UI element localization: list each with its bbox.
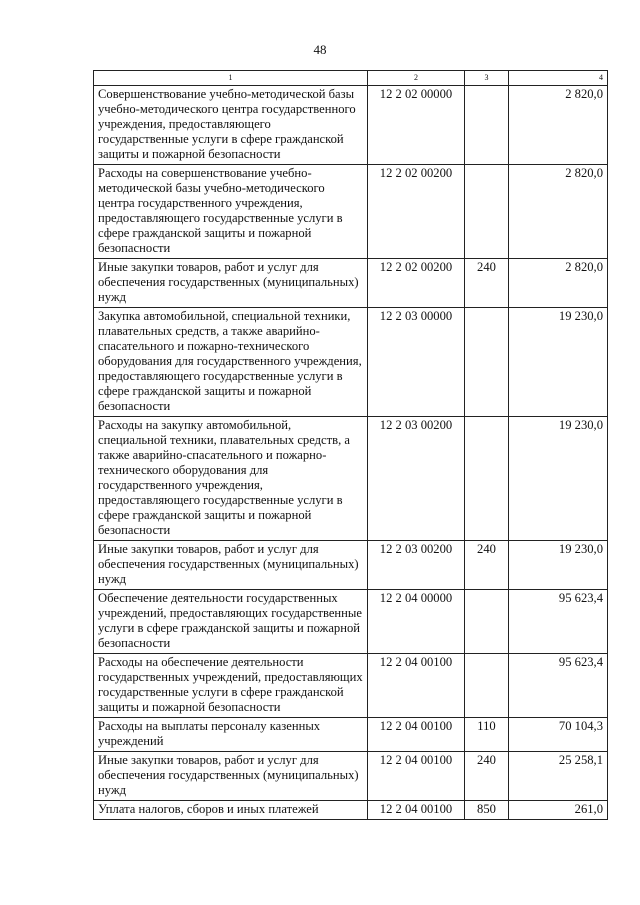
column-header-2: 2 — [368, 71, 465, 86]
table-row — [94, 259, 608, 308]
row-amount: 25 258,1 — [509, 752, 608, 801]
row-name: Расходы на обеспечение деятельности государственных учреждений, предоставляющих государственные услуги в сфере гражданской защиты и пожарной безопасности — [94, 654, 368, 718]
row-amount: 2 820,0 — [509, 86, 608, 165]
row-code: 12 2 04 00000 — [368, 590, 465, 654]
row-code: 12 2 04 00100 — [368, 801, 465, 820]
row-amount: 2 820,0 — [509, 165, 608, 259]
column-header-1: 1 — [94, 71, 368, 86]
table-row — [94, 752, 608, 801]
table-body — [94, 86, 608, 820]
row-name: Уплата налогов, сборов и иных платежей — [94, 801, 368, 820]
row-code: 12 2 04 00100 — [368, 654, 465, 718]
row-type: 240 — [465, 259, 509, 308]
row-amount: 19 230,0 — [509, 541, 608, 590]
row-amount: 70 104,3 — [509, 718, 608, 752]
row-type — [465, 308, 509, 417]
table-row — [94, 308, 608, 417]
row-amount: 95 623,4 — [509, 654, 608, 718]
column-header-3: 3 — [465, 71, 509, 86]
row-type — [465, 417, 509, 541]
row-code: 12 2 04 00100 — [368, 752, 465, 801]
table-row — [94, 86, 608, 165]
row-code: 12 2 03 00200 — [368, 417, 465, 541]
table-row — [94, 165, 608, 259]
row-amount: 2 820,0 — [509, 259, 608, 308]
table-row — [94, 417, 608, 541]
row-code: 12 2 03 00200 — [368, 541, 465, 590]
row-code: 12 2 04 00100 — [368, 718, 465, 752]
table-header — [94, 71, 608, 86]
row-type — [465, 654, 509, 718]
row-name: Иные закупки товаров, работ и услуг для обеспечения государственных (муниципальных) нужд — [94, 259, 368, 308]
page-number: 48 — [313, 42, 327, 57]
table-row — [94, 654, 608, 718]
row-code: 12 2 02 00200 — [368, 259, 465, 308]
row-name: Обеспечение деятельности государственных учреждений, предоставляющих государственные услуги в сфере гражданской защиты и пожарной безопасности — [94, 590, 368, 654]
row-code: 12 2 03 00000 — [368, 308, 465, 417]
row-type: 110 — [465, 718, 509, 752]
row-code: 12 2 02 00200 — [368, 165, 465, 259]
budget-table — [93, 70, 608, 820]
column-header-4: 4 — [509, 71, 608, 86]
row-name: Расходы на выплаты персоналу казенных учреждений — [94, 718, 368, 752]
row-type: 240 — [465, 752, 509, 801]
row-type: 850 — [465, 801, 509, 820]
row-amount: 95 623,4 — [509, 590, 608, 654]
row-amount: 19 230,0 — [509, 417, 608, 541]
row-name: Расходы на закупку автомобильной, специальной техники, плавательных средств, а также аварийно-спасательного и пожарно-технического оборудования для государственного учреждения, предоставляющего государственные услуги в сфере гражданской защиты и пожарной безопасности — [94, 417, 368, 541]
header-row — [94, 71, 608, 86]
row-type — [465, 590, 509, 654]
row-code: 12 2 02 00000 — [368, 86, 465, 165]
row-type — [465, 86, 509, 165]
table-row — [94, 718, 608, 752]
table-row — [94, 590, 608, 654]
table-row — [94, 541, 608, 590]
row-name: Иные закупки товаров, работ и услуг для обеспечения государственных (муниципальных) нужд — [94, 752, 368, 801]
row-type: 240 — [465, 541, 509, 590]
row-type — [465, 165, 509, 259]
row-name: Совершенствование учебно-методической базы учебно-методического центра государственного учреждения, предоставляющего государственные услуги в сфере гражданской защиты и пожарной безопасности — [94, 86, 368, 165]
row-amount: 261,0 — [509, 801, 608, 820]
row-name: Закупка автомобильной, специальной техники, плавательных средств, а также аварийно-спасательного и пожарно-технического оборудования для государственного учреждения, предоставляющего государственные услуги в сфере гражданской защиты и пожарной безопасности — [94, 308, 368, 417]
table-row — [94, 801, 608, 820]
row-amount: 19 230,0 — [509, 308, 608, 417]
row-name: Расходы на совершенствование учебно-методической базы учебно-методического центра государственного учреждения, предоставляющего государственные услуги в сфере гражданской защиты и пожарной безопасности — [94, 165, 368, 259]
row-name: Иные закупки товаров, работ и услуг для обеспечения государственных (муниципальных) нужд — [94, 541, 368, 590]
